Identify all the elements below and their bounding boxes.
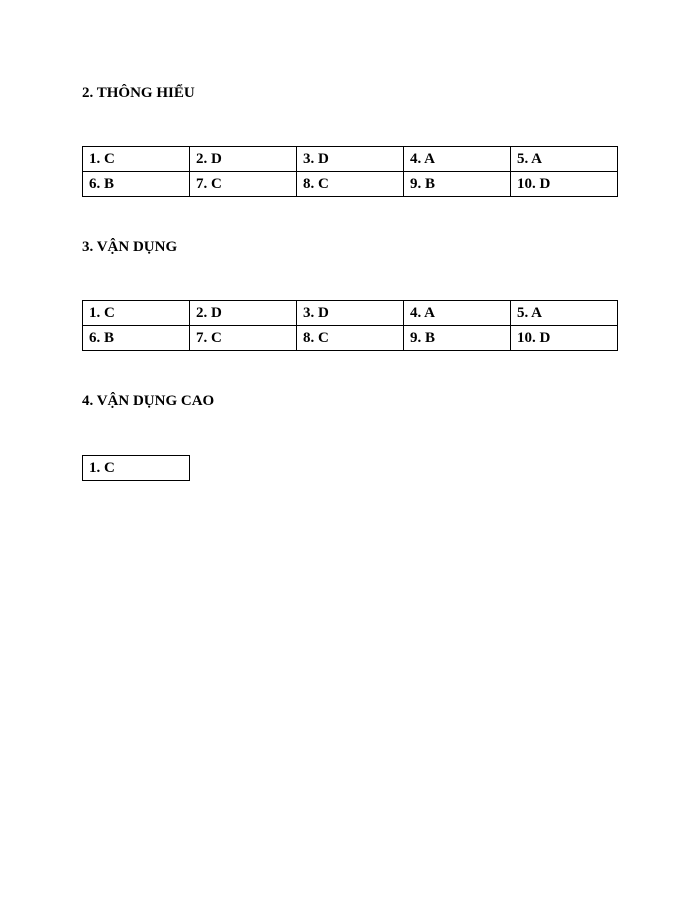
table-row bbox=[83, 326, 618, 351]
answer-table-van-dung-cao bbox=[82, 455, 190, 481]
answer-cell: 5. A bbox=[511, 147, 618, 172]
answer-cell: 3. D bbox=[297, 301, 404, 326]
table-row bbox=[83, 301, 618, 326]
table-row bbox=[83, 456, 190, 481]
table-row bbox=[83, 147, 618, 172]
answer-cell: 9. B bbox=[404, 326, 511, 351]
answer-cell: 1. C bbox=[83, 147, 190, 172]
answer-cell: 1. C bbox=[83, 301, 190, 326]
answer-cell: 8. C bbox=[297, 172, 404, 197]
answer-cell: 2. D bbox=[190, 301, 297, 326]
section-heading-thong-hieu: 2. THÔNG HIỂU bbox=[82, 85, 195, 101]
section-heading-van-dung-cao: 4. VẬN DỤNG CAO bbox=[82, 393, 215, 409]
answer-cell: 2. D bbox=[190, 147, 297, 172]
answer-cell: 7. C bbox=[190, 172, 297, 197]
table-row bbox=[83, 172, 618, 197]
answer-table-thong-hieu bbox=[82, 146, 618, 197]
answer-cell: 6. B bbox=[83, 326, 190, 351]
answer-cell: 8. C bbox=[297, 326, 404, 351]
answer-cell: 3. D bbox=[297, 147, 404, 172]
answer-table-van-dung bbox=[82, 300, 618, 351]
answer-cell: 9. B bbox=[404, 172, 511, 197]
answer-cell: 10. D bbox=[511, 172, 618, 197]
section-heading-van-dung: 3. VẬN DỤNG bbox=[82, 239, 178, 255]
answer-cell: 7. C bbox=[190, 326, 297, 351]
answer-cell: 1. C bbox=[83, 456, 190, 481]
answer-cell: 10. D bbox=[511, 326, 618, 351]
answer-cell: 6. B bbox=[83, 172, 190, 197]
answer-cell: 4. A bbox=[404, 301, 511, 326]
answer-cell: 4. A bbox=[404, 147, 511, 172]
answer-cell: 5. A bbox=[511, 301, 618, 326]
